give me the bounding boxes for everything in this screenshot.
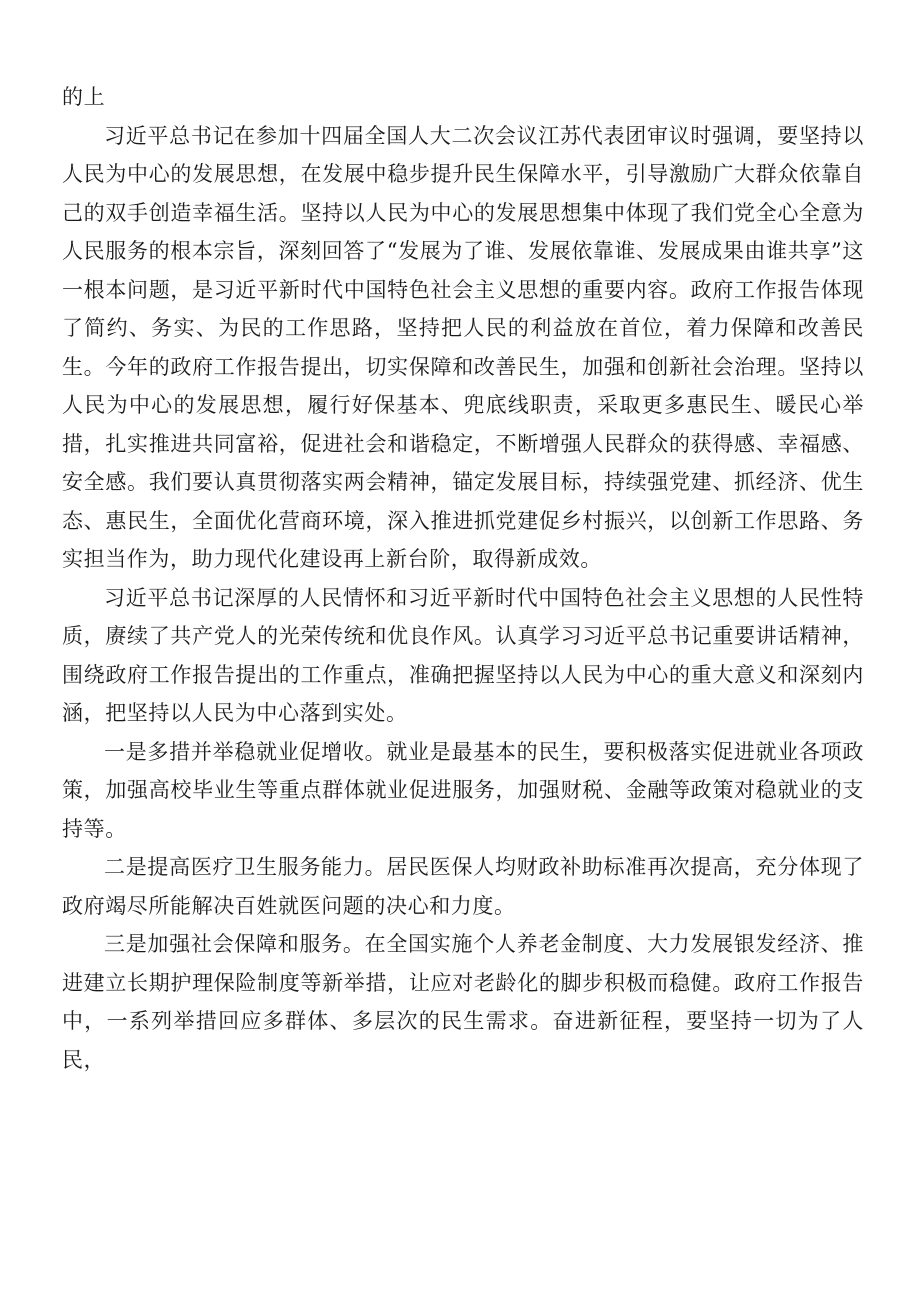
paragraph-social-security: 三是加强社会保障和服务。在全国实施个人养老金制度、大力发展银发经济、推进建立长期护理保险制度等新举措，让应对老龄化的脚步积极而稳健。政府工作报告中，一系列举措回应多群体、多层次的民生需求。奋进新征程，要坚持一切为了人民， (62, 932, 864, 1072)
paragraph-people-sentiment: 习近平总书记深厚的人民情怀和习近平新时代中国特色社会主义思想的人民性特质，赓续了共产党人的光荣传统和优良作风。认真学习习近平总书记重要讲话精神，围绕政府工作报告提出的工作重点，准确把握坚持以人民为中心的重大意义和深刻内涵，把坚持以人民为中心落到实处。 (62, 585, 864, 725)
paragraph-people-centered-development: 习近平总书记在参加十四届全国人大二次会议江苏代表团审议时强调，要坚持以人民为中心的发展思想，在发展中稳步提升民生保障水平，引导激励广大群众依靠自己的双手创造幸福生活。坚持以人民为中心的发展思想集中体现了我们党全心全意为人民服务的根本宗旨，深刻回答了“发展为了谁、发展依靠谁、发展成果由谁共享”这一根本问题，是习近平新时代中国特色社会主义思想的重要内容。政府工作报告体现了简约、务实、为民的工作思路，坚持把人民的利益放在首位，着力保障和改善民生。今年的政府工作报告提出，切实保障和改善民生，加强和创新社会治理。坚持以人民为中心的发展思想，履行好保基本、兜底线职责，采取更多惠民生、暖民心举措，扎实推进共同富裕，促进社会和谐稳定，不断增强人民群众的获得感、幸福感、安全感。我们要认真贯彻落实两会精神，锚定发展目标，持续强党建、抓经济、优生态、惠民生，全面优化营商环境，深入推进抓党建促乡村振兴，以创新工作思路、务实担当作为，助力现代化建设再上新台阶，取得新成效。 (62, 123, 864, 571)
paragraph-healthcare: 二是提高医疗卫生服务能力。居民医保人均财政补助标准再次提高，充分体现了政府竭尽所能解决百姓就医问题的决心和力度。 (62, 855, 864, 918)
paragraph-continuation: 的上 (62, 85, 106, 109)
paragraph-employment: 一是多措并举稳就业促增收。就业是最基本的民生，要积极落实促进就业各项政策，加强高校毕业生等重点群体就业促进服务，加强财税、金融等政策对稳就业的支持等。 (62, 739, 864, 841)
